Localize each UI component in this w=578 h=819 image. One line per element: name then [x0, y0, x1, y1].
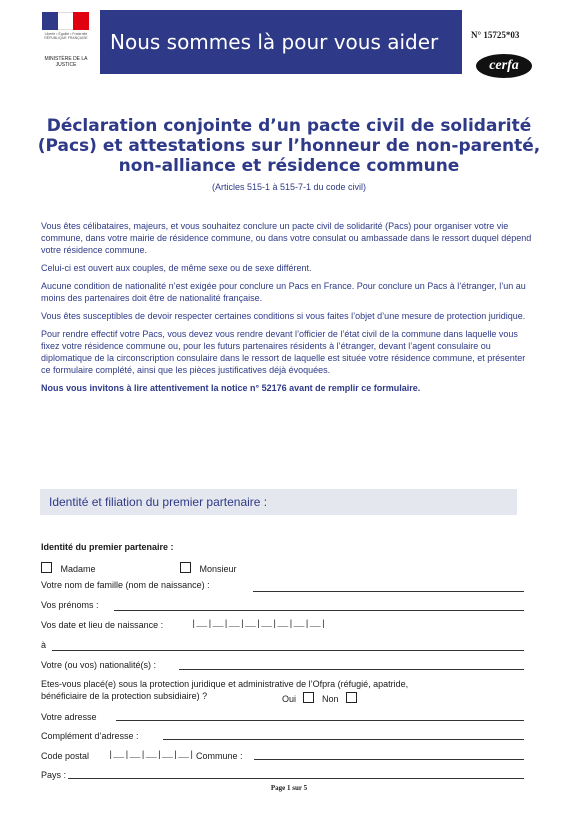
oui-label: Oui: [282, 694, 297, 704]
date-lieu-label: Vos date et lieu de naissance :: [41, 620, 164, 630]
non-label: Non: [322, 694, 339, 704]
commune-field[interactable]: [254, 759, 524, 760]
partner-title: Identité du premier partenaire :: [41, 542, 174, 552]
section-header: Identité et filiation du premier partenaire :: [40, 489, 517, 515]
prenoms-label: Vos prénoms :: [41, 600, 99, 610]
document-title: [0, 116, 578, 176]
code-postal-field[interactable]: |__|__|__|__|__|: [108, 750, 195, 760]
intro-paragraph: Aucune condition de nationalité n’est exigée pour conclure un Pacs en France. Pour conclure un Pacs à l’étranger, l’un au moins des partenaires doit être de nationalité française.: [41, 281, 526, 303]
intro-paragraph: Vous êtes susceptibles de devoir respecter certaines conditions si vous faites l’objet d’une mesure de protection juridique.: [41, 311, 526, 321]
monsieur-label: Monsieur: [199, 564, 237, 574]
intro-notice: Nous vous invitons à lire attentivement la notice n° 52176 avant de remplir ce formulaire.: [41, 383, 421, 393]
title-line: Déclaration conjointe d’un pacte civil de solidarité: [46, 116, 532, 136]
header-banner: Nous sommes là pour vous aider: [100, 10, 462, 74]
republique-francaise-logo: [38, 12, 94, 74]
birthdate-field[interactable]: |__|__|__|__|__|__|__|__|: [191, 619, 327, 629]
madame-label: Madame: [60, 564, 96, 574]
form-number: N° 15725*03: [471, 30, 520, 40]
cerfa-logo: cerfa: [476, 54, 532, 78]
ofpra-question: Etes-vous placé(e) sous la protection juridique et administrative de l’Ofpra (réfugié, apatride,: [41, 679, 409, 689]
title-line: non-alliance et résidence commune: [118, 156, 460, 176]
madame-option[interactable]: [41, 559, 95, 577]
intro-paragraph: Celui-ci est ouvert aux couples, de même sexe ou de sexe différent.: [41, 263, 312, 273]
adresse-label: Votre adresse: [41, 712, 97, 722]
complement-label: Complément d’adresse :: [41, 731, 139, 741]
marianne-flag-icon: [42, 12, 89, 30]
commune-label: Commune :: [196, 751, 243, 761]
pays-field[interactable]: [68, 778, 524, 779]
page-footer: Page 1 sur 5: [270, 784, 308, 792]
complement-field[interactable]: [163, 739, 524, 740]
adresse-field[interactable]: [116, 720, 524, 721]
articles-reference: (Articles 515-1 à 515-7-1 du code civil): [211, 182, 367, 192]
birthplace-field[interactable]: [52, 650, 524, 651]
ministere-label: MINISTÈRE DE LA JUSTICE: [44, 56, 88, 68]
nom-label: Votre nom de famille (nom de naissance) :: [41, 580, 210, 590]
oui-checkbox[interactable]: [303, 692, 314, 703]
lieu-label: à: [41, 640, 47, 650]
non-checkbox[interactable]: [346, 692, 357, 703]
code-postal-label: Code postal: [41, 751, 90, 761]
nationalite-label: Votre (ou vos) nationalité(s) :: [41, 660, 157, 670]
pays-label: Pays :: [41, 770, 67, 780]
ofpra-question-line2: bénéficiaire de la protection subsidiaire) ?: [41, 691, 208, 701]
monsieur-option[interactable]: [180, 559, 236, 577]
intro-text: [41, 220, 536, 400]
title-line: (Pacs) et attestations sur l’honneur de non-parenté,: [37, 136, 541, 156]
intro-paragraph: Pour rendre effectif votre Pacs, vous devez vous rendre devant l’officier de l’état civil de la commune dans laquelle vous fixez votre résidence commune ou, pour les futurs partenaires résidents à l’étranger, devant l’agent consulaire ou diplomatique de la circonscription consulaire dans le ressort de laquelle est située votre résidence commune, et présenter ce formulaire complété, ainsi que les pièces justificatives déjà évoquées.: [41, 329, 526, 375]
nom-field[interactable]: [253, 591, 524, 592]
prenoms-field[interactable]: [114, 610, 524, 611]
non-option[interactable]: [322, 689, 357, 707]
monsieur-checkbox[interactable]: [180, 562, 191, 573]
republique-text: Liberté • Égalité • Fraternité RÉPUBLIQUE FRANÇAISE: [44, 32, 88, 40]
intro-paragraph: Vous êtes célibataires, majeurs, et vous souhaitez conclure un pacte civil de solidarité (Pacs) pour organiser votre vie commune, dans votre mairie de résidence commune, ou dans votre consulat ou ambassade dans le ressort duquel dépend votre résidence commune.: [41, 221, 532, 255]
madame-checkbox[interactable]: [41, 562, 52, 573]
nationalite-field[interactable]: [179, 669, 524, 670]
oui-option[interactable]: [282, 689, 314, 707]
